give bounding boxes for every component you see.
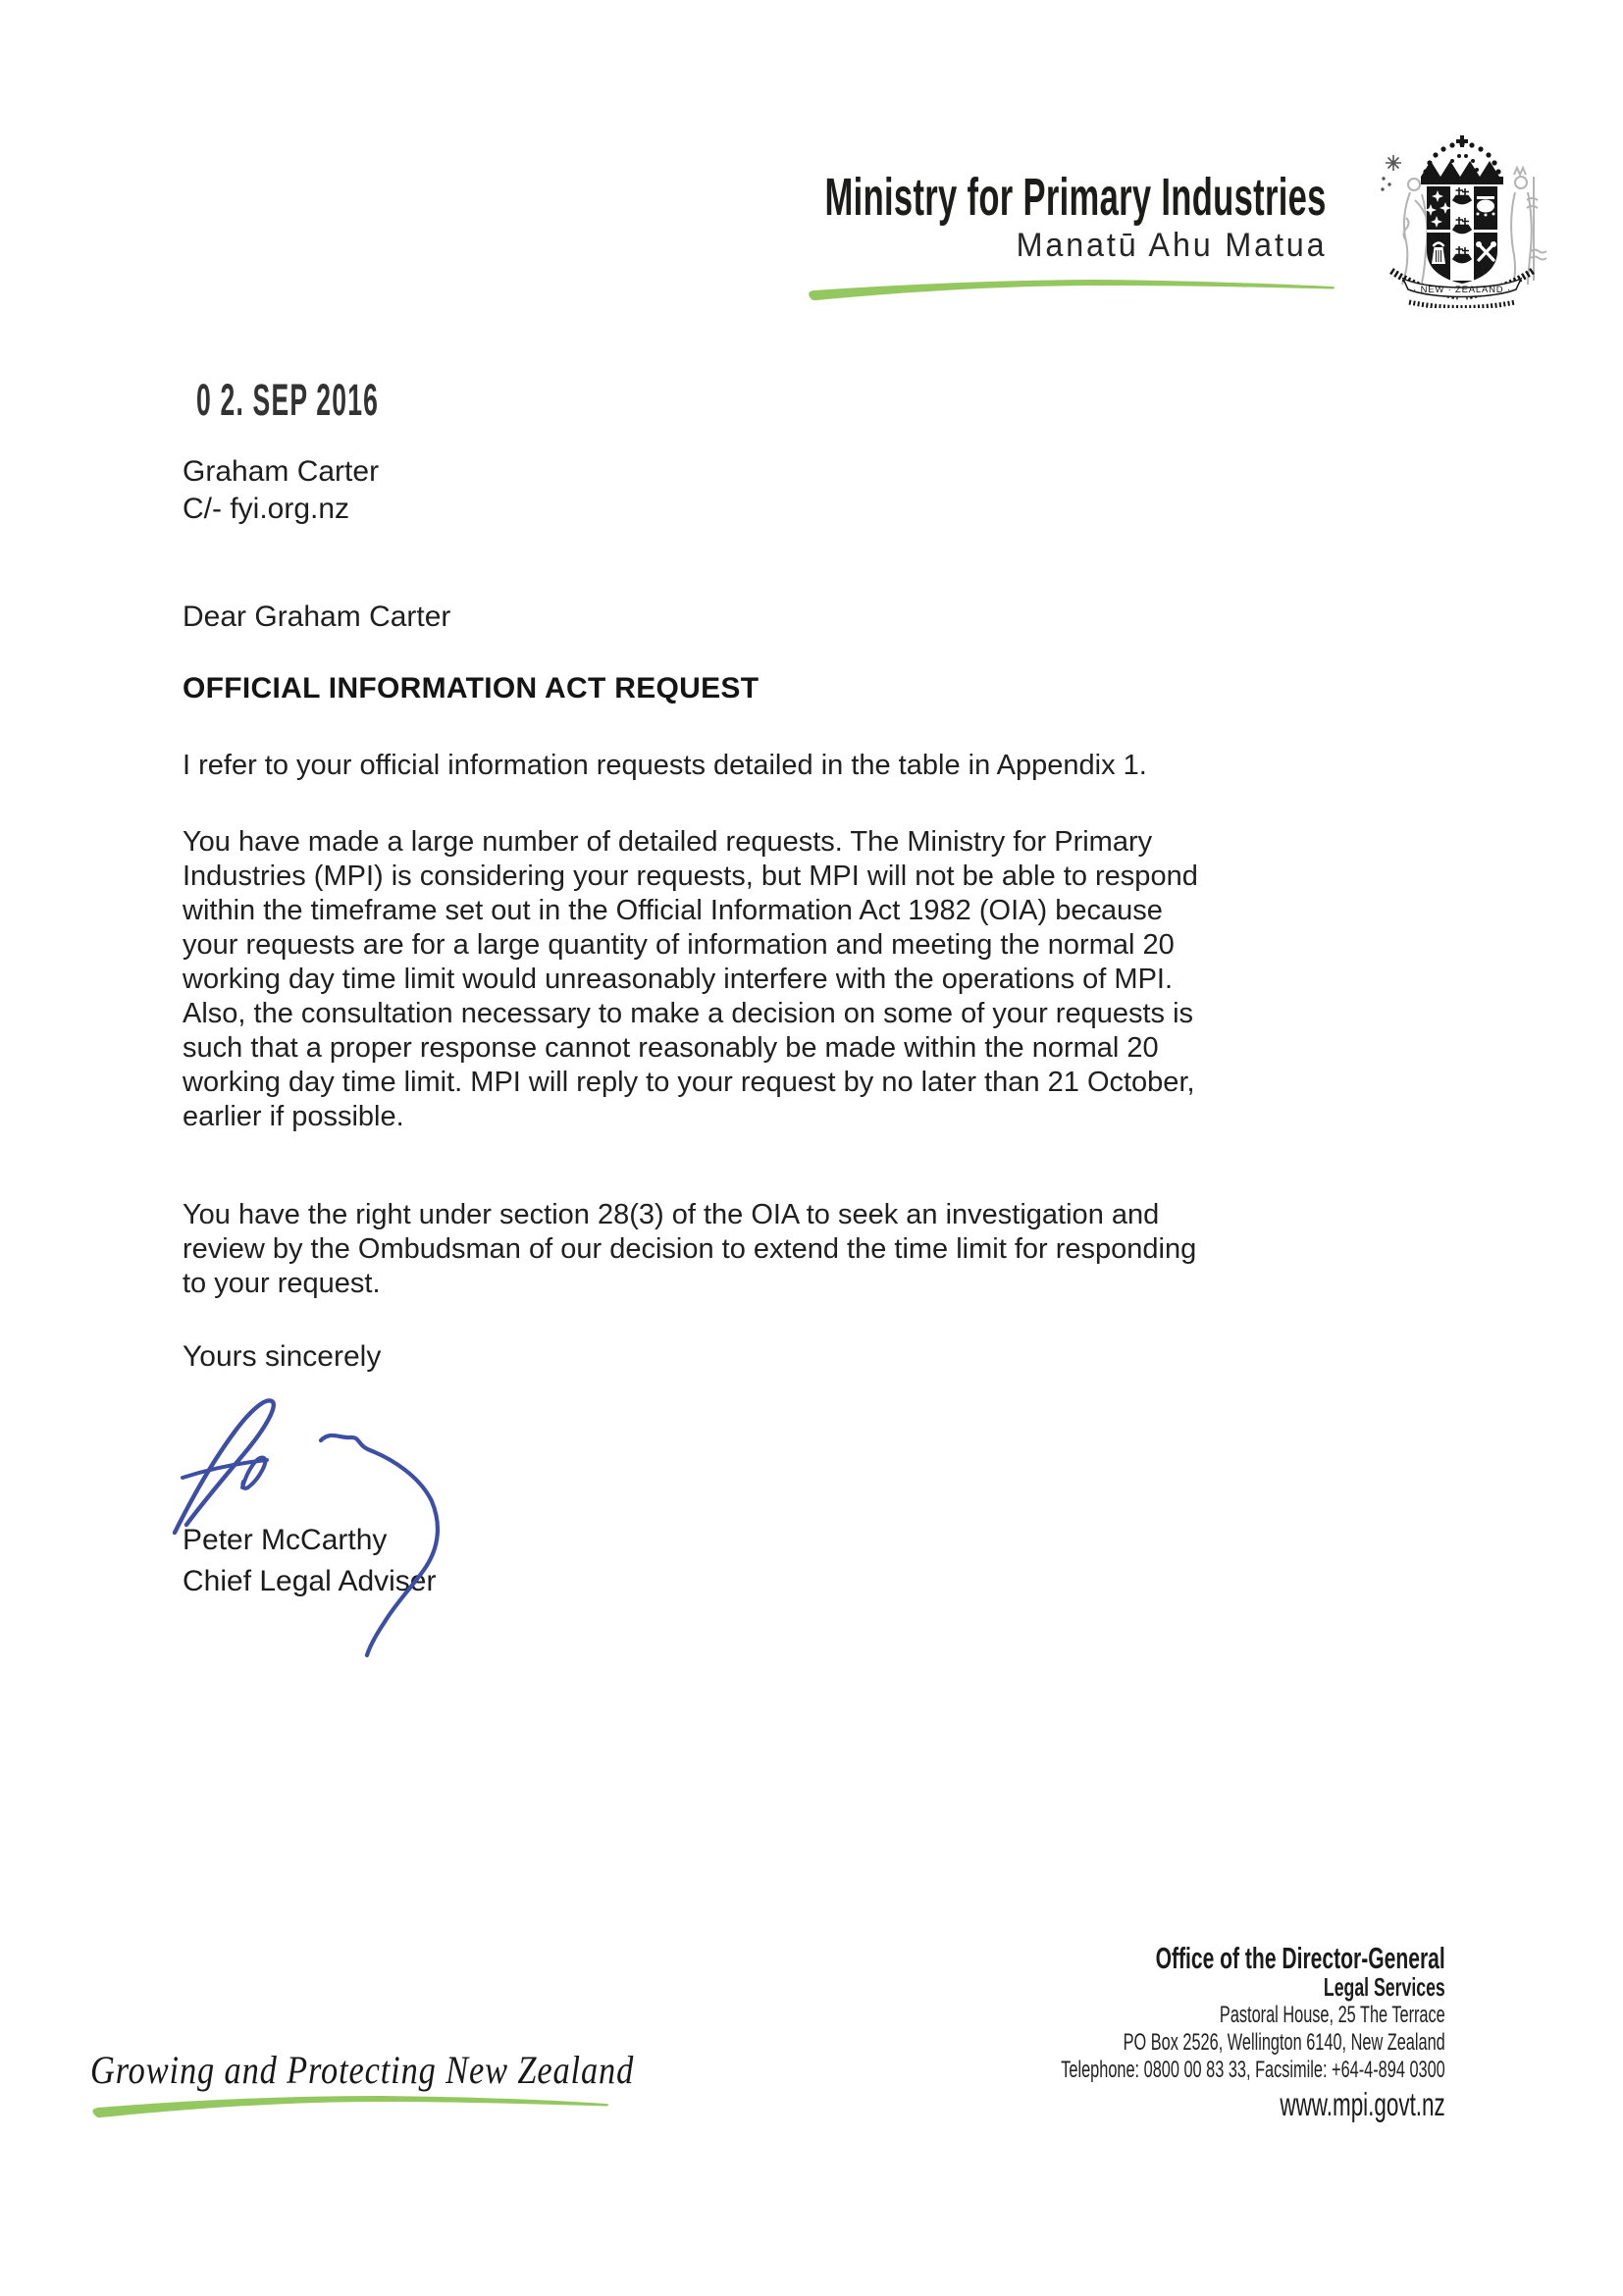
paragraph-line: within the timeframe set out in the Official Information Act 1982 (OIA) because [183, 895, 1163, 926]
recipient-care-of: C/- fyi.org.nz [183, 493, 350, 525]
paragraph-line: your requests are for a large quantity of information and meeting the normal 20 [183, 929, 1175, 961]
body-paragraph-3 [183, 1198, 1340, 1301]
body-paragraph-1 [183, 749, 1340, 783]
paragraph-line: You have the right under section 28(3) of the OIA to seek an investigation and [183, 1199, 1160, 1230]
footer-website: www.mpi.govt.nz [1280, 2086, 1445, 2122]
footer-address-1: Pastoral House, 25 The Terrace [1220, 2002, 1445, 2028]
ministry-wordmark: Ministry for Primary Industries [824, 168, 1327, 227]
date-stamp: 0 2. SEP 2016 [196, 375, 380, 425]
paragraph-line: to your request. [183, 1268, 381, 1299]
paragraph-line: I refer to your official information requests detailed in the table in Appendix 1. [183, 750, 1147, 781]
signer-name: Peter McCarthy [183, 1524, 388, 1556]
signature-icon [147, 1372, 481, 1666]
recipient-name: Graham Carter [183, 455, 380, 488]
footer-address-2: PO Box 2526, Wellington 6140, New Zealand [1123, 2029, 1445, 2056]
ministry-maori-name: Manatū Ahu Matua [1016, 227, 1327, 264]
paragraph-line: working day time limit. MPI will reply to your request by no later than 21 October, [183, 1067, 1195, 1098]
paragraph-line: review by the Ombudsman of our decision to extend the time limit for responding [183, 1233, 1197, 1265]
header-green-swoosh [803, 276, 1344, 303]
signer-title: Chief Legal Adviser [183, 1565, 437, 1597]
closing: Yours sincerely [183, 1340, 382, 1373]
salutation: Dear Graham Carter [183, 600, 451, 633]
body-paragraph-2 [183, 825, 1340, 1134]
tagline-green-swoosh [86, 2091, 616, 2120]
footer-unit: Legal Services [1324, 1972, 1445, 2002]
paragraph-line: such that a proper response cannot reasonably be made within the normal 20 [183, 1032, 1159, 1064]
paragraph-line: Also, the consultation necessary to make a decision on some of your requests is [183, 998, 1194, 1029]
footer-tagline: Growing and Protecting New Zealand [90, 2048, 635, 2092]
paragraph-line: working day time limit would unreasonably interfere with the operations of MPI. [183, 964, 1174, 995]
paragraph-line: You have made a large number of detailed requests. The Ministry for Primary [183, 826, 1153, 858]
recipient-block [183, 453, 379, 528]
footer-contact: Telephone: 0800 00 83 33, Facsimile: +64-4-894 0300 [1061, 2057, 1445, 2083]
footer-contact-block [1061, 1943, 1445, 2122]
nz-coat-of-arms-icon [1364, 135, 1560, 308]
coat-of-arms-scroll-text: · NEW · ZEALAND · [1413, 285, 1511, 295]
subject-line: OFFICIAL INFORMATION ACT REQUEST [183, 672, 759, 704]
footer-office: Office of the Director-General [1155, 1941, 1445, 1975]
paragraph-line: Industries (MPI) is considering your requests, but MPI will not be able to respond [183, 861, 1198, 892]
paragraph-line: earlier if possible. [183, 1101, 404, 1132]
